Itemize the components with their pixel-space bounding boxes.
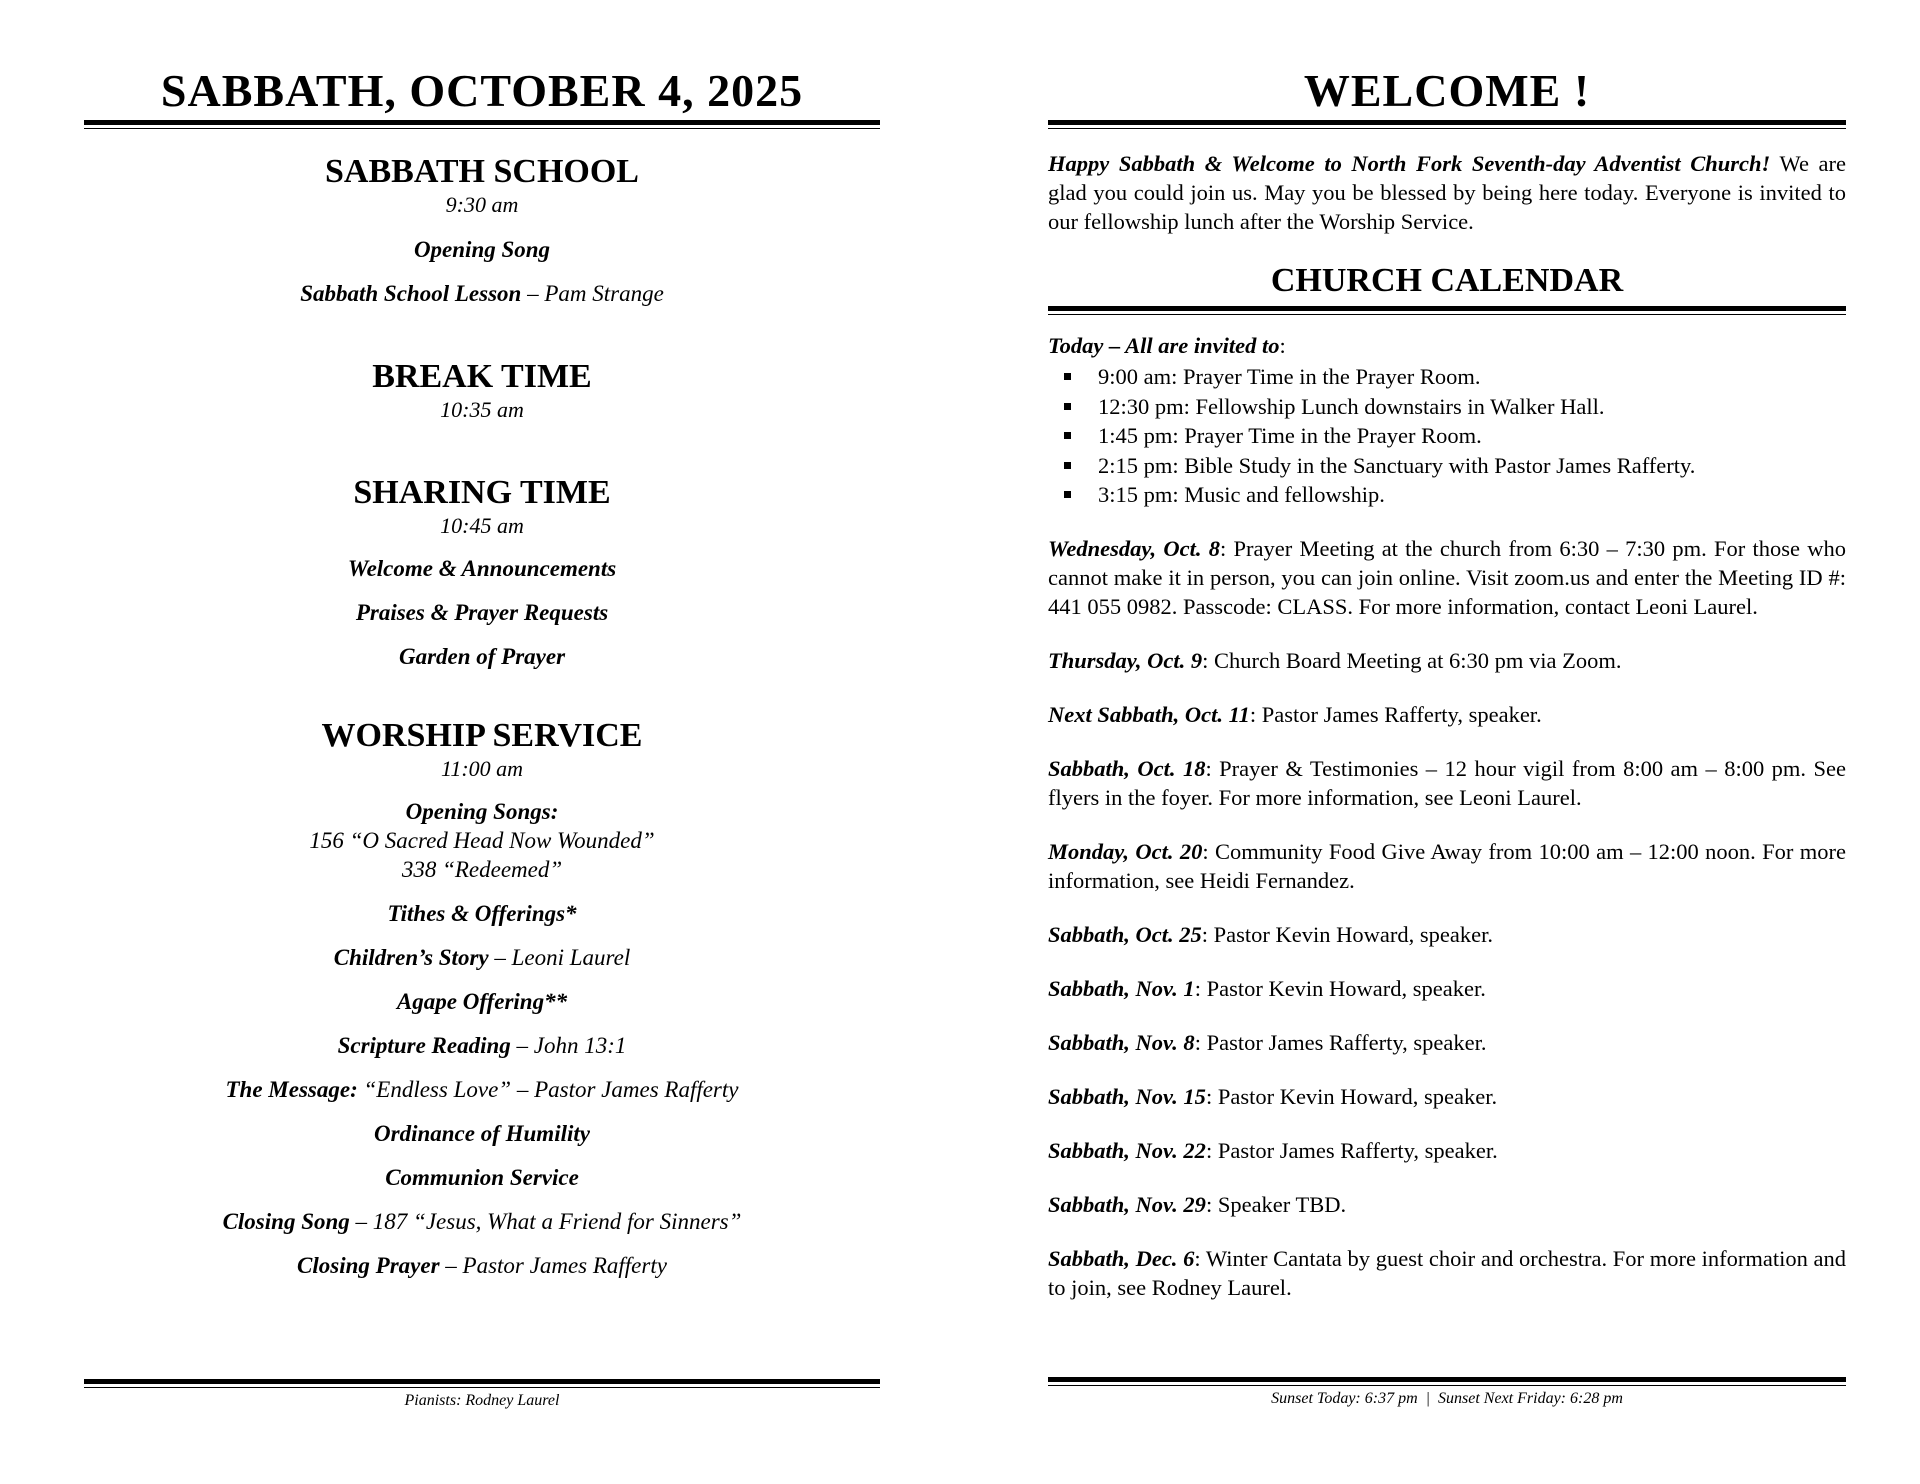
page-title-date: SABBATH, OCTOBER 4, 2025 bbox=[160, 65, 804, 116]
section-heading: WORSHIP SERVICE bbox=[321, 717, 643, 754]
list-item: 9:00 am: Prayer Time in the Prayer Room. bbox=[1080, 362, 1846, 392]
section-time: 10:45 am bbox=[440, 513, 524, 538]
sharing-time-section bbox=[84, 474, 880, 671]
program-item: Welcome & Announcements bbox=[347, 556, 617, 581]
pianists-footer: Pianists: Rodney Laurel bbox=[404, 1392, 560, 1409]
break-time-section bbox=[84, 358, 880, 424]
calendar-event: Sabbath, Nov. 8: Pastor James Rafferty, speaker. bbox=[1048, 1029, 1487, 1055]
program-item: Children’s Story – Leoni Laurel bbox=[333, 945, 631, 970]
list-item: 1:45 pm: Prayer Time in the Prayer Room. bbox=[1080, 421, 1846, 451]
calendar-event: Sabbath, Nov. 22: Pastor James Rafferty, speaker. bbox=[1048, 1137, 1498, 1163]
program-item: Closing Prayer – Pastor James Rafferty bbox=[297, 1253, 667, 1278]
program-item: Scripture Reading – John 13:1 bbox=[337, 1033, 627, 1058]
section-heading: SHARING TIME bbox=[353, 474, 611, 511]
program-item: Praises & Prayer Requests bbox=[355, 600, 609, 625]
program-item: Communion Service bbox=[385, 1165, 579, 1190]
sabbath-school-section bbox=[84, 153, 880, 308]
calendar-event: Thursday, Oct. 9: Church Board Meeting at 6:30 pm via Zoom. bbox=[1048, 647, 1622, 673]
section-time: 10:35 am bbox=[440, 397, 524, 422]
section-time: 11:00 am bbox=[440, 756, 524, 781]
calendar-event: Sabbath, Nov. 15: Pastor Kevin Howard, speaker. bbox=[1048, 1083, 1498, 1109]
today-label: Today – All are invited to: bbox=[1048, 333, 1286, 358]
program-item: Tithes & Offerings* bbox=[387, 901, 577, 926]
section-time: 9:30 am bbox=[445, 192, 519, 217]
program-item: Garden of Prayer bbox=[398, 644, 566, 669]
footer-rule bbox=[1048, 1377, 1846, 1386]
section-heading: BREAK TIME bbox=[372, 358, 592, 395]
list-item: 2:15 pm: Bible Study in the Sanctuary with Pastor James Rafferty. bbox=[1080, 451, 1846, 481]
opening-song: 156 “O Sacred Head Now Wounded” bbox=[309, 828, 655, 853]
footer-rule bbox=[84, 1379, 880, 1388]
calendar-event: Sabbath, Nov. 29: Speaker TBD. bbox=[1048, 1191, 1347, 1217]
program-item: Opening Song bbox=[413, 237, 551, 262]
opening-songs-label: Opening Songs: bbox=[405, 799, 559, 824]
title-rule bbox=[1048, 120, 1846, 129]
section-heading: SABBATH SCHOOL bbox=[325, 153, 639, 190]
list-item: 3:15 pm: Music and fellowship. bbox=[1080, 480, 1846, 510]
calendar-event: Sabbath, Dec. 6: Winter Cantata by guest choir and orchestra. For more information and to join, see Rodney Laurel. bbox=[1048, 1245, 1847, 1300]
calendar-rule bbox=[1048, 306, 1846, 315]
calendar-heading: CHURCH CALENDAR bbox=[1270, 262, 1624, 299]
calendar-event: Sabbath, Nov. 1: Pastor Kevin Howard, speaker. bbox=[1048, 975, 1486, 1001]
program-item: The Message: “Endless Love” – Pastor James Rafferty bbox=[225, 1077, 739, 1102]
sunset-footer: Sunset Today: 6:37 pm | Sunset Next Friday: 6:28 pm bbox=[1271, 1390, 1623, 1407]
calendar-event: Sabbath, Oct. 25: Pastor Kevin Howard, speaker. bbox=[1048, 921, 1493, 947]
right-page bbox=[1048, 0, 1847, 1407]
opening-song: 338 “Redeemed” bbox=[401, 857, 563, 882]
page-title-welcome: WELCOME ! bbox=[1303, 65, 1591, 116]
title-rule bbox=[84, 120, 880, 129]
calendar-event: Sabbath, Oct. 18: Prayer & Testimonies – 12 hour vigil from 8:00 am – 8:00 pm. See flyers in the foyer. For more information, see Leoni Laurel. bbox=[1048, 755, 1847, 810]
program-item: Agape Offering** bbox=[396, 989, 568, 1014]
list-item: 12:30 pm: Fellowship Lunch downstairs in Walker Hall. bbox=[1080, 392, 1846, 422]
welcome-paragraph: Happy Sabbath & Welcome to North Fork Seventh-day Adventist Church! We are glad you could join us. May you be blessed by being here today. Everyone is invited to our fellowship lunch after the Worship Service. bbox=[1048, 151, 1846, 234]
program-item: Sabbath School Lesson – Pam Strange bbox=[300, 281, 664, 306]
left-page bbox=[84, 0, 880, 1409]
today-list bbox=[1048, 362, 1846, 510]
program-item: Closing Song – 187 “Jesus, What a Friend for Sinners” bbox=[222, 1209, 742, 1234]
worship-service-section bbox=[84, 717, 880, 1280]
calendar-event: Monday, Oct. 20: Community Food Give Away from 10:00 am – 12:00 noon. For more information, see Heidi Fernandez. bbox=[1048, 838, 1846, 893]
calendar-event: Next Sabbath, Oct. 11: Pastor James Rafferty, speaker. bbox=[1048, 701, 1542, 727]
program-item: Ordinance of Humility bbox=[374, 1121, 590, 1146]
calendar-event: Wednesday, Oct. 8: Prayer Meeting at the church from 6:30 – 7:30 pm. For those who cannot make it in person, you can join online. Visit zoom.us and enter the Meeting ID #: 441 055 0982. Passcode: CLASS. For more information, contact Leoni Laurel. bbox=[1048, 535, 1847, 619]
